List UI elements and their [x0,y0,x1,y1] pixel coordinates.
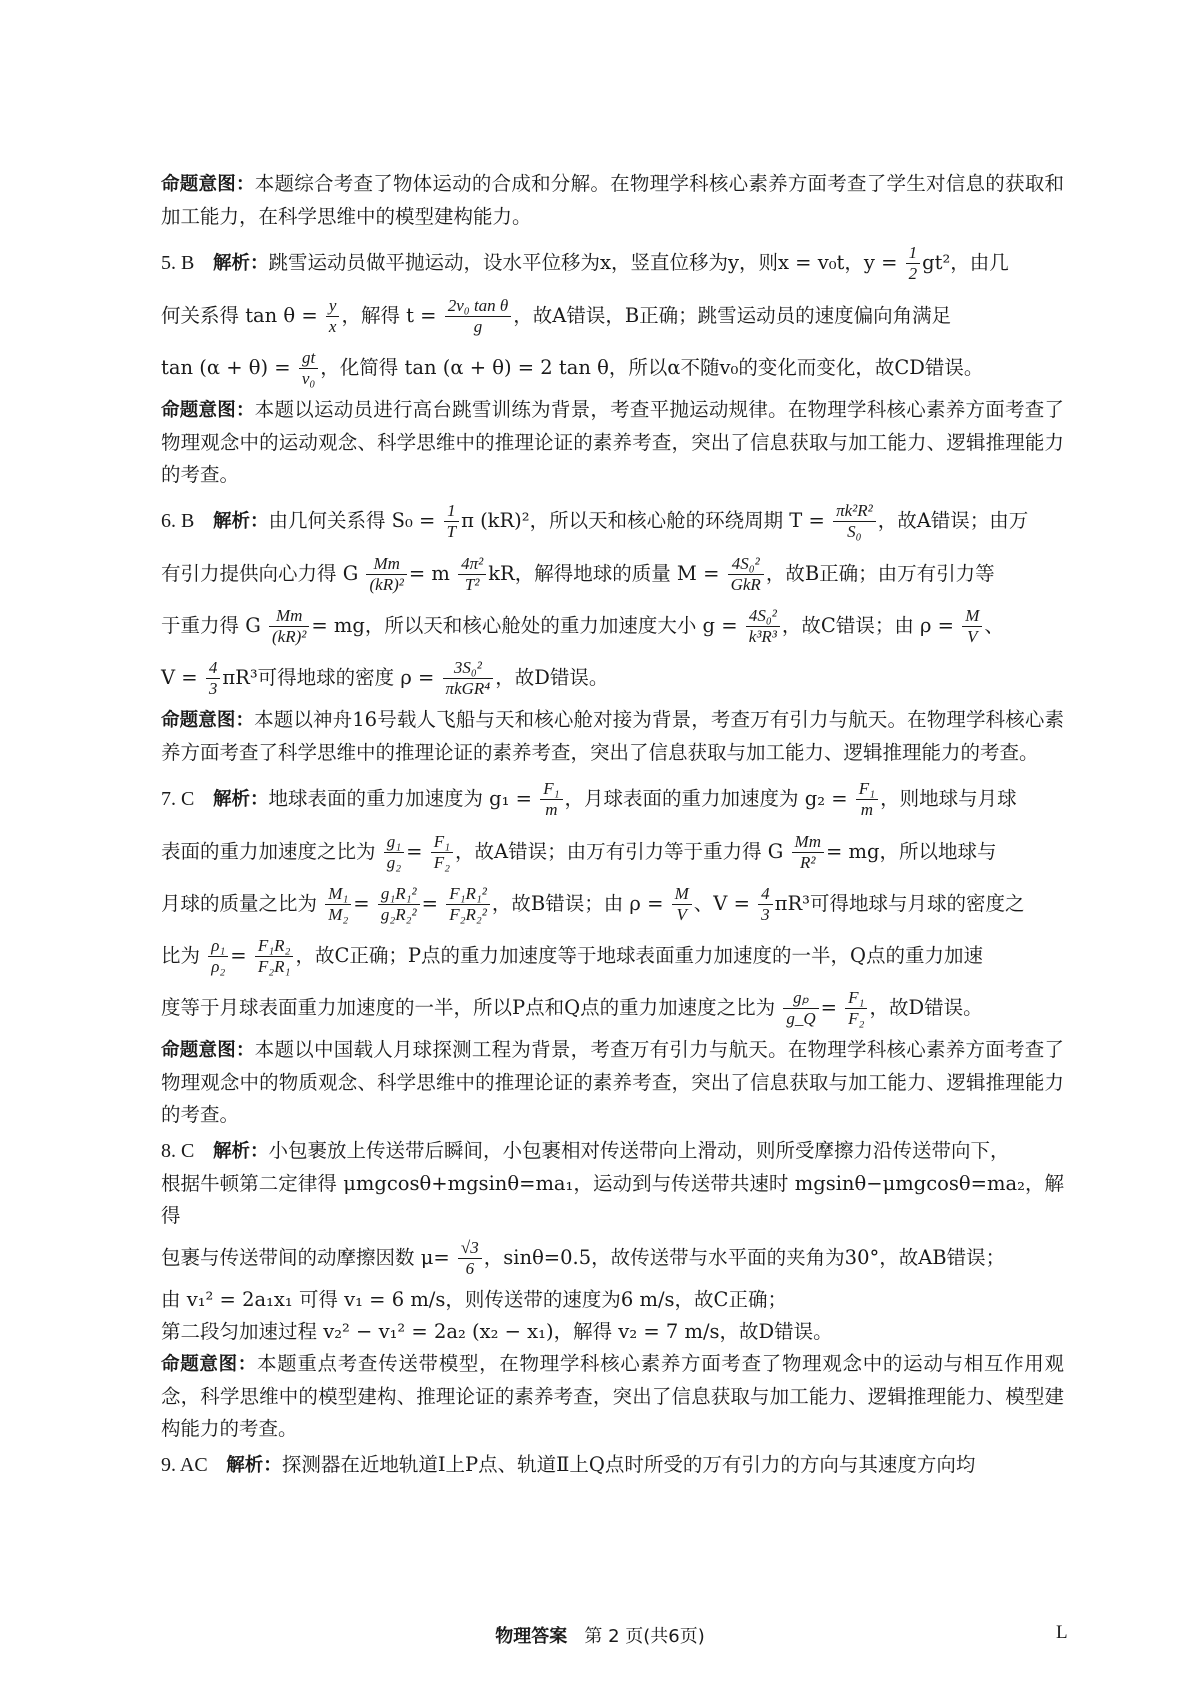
q5-line-2 [161,290,1064,342]
content [161,168,1064,1486]
fraction: $\frac{y}{x}$ [326,296,340,337]
fraction: $\frac{1}{2}$ [906,243,921,284]
q7-text: 月球的质量之比为 [161,892,318,915]
q7-text: = [820,996,837,1019]
fraction: $\frac{\text{F₁R₂}}{\text{F₂R₁}}$ [255,936,294,977]
q8-answer: 8. C [161,1140,195,1162]
fraction: $\frac{gt}{\text{v₀}}$ [299,348,318,389]
q7-line-3 [161,878,1064,930]
q5-text: gt²，由几 [922,251,1009,274]
q6-text: = m [408,562,450,585]
fraction: $\frac{\text{F₁}}{m}$ [540,779,562,820]
q6-text: 有引力提供向心力得 G [161,562,359,585]
q6-line-3 [161,600,1064,652]
q8-line-3 [161,1232,1064,1284]
q7-analysis-label: 解析： [212,789,269,810]
q9-text: 探测器在近地轨道Ⅰ上P点、轨道Ⅱ上Q点时所受的万有引力的方向与其速度方向均 [281,1453,976,1476]
footer-letter: L [1056,1622,1068,1643]
q7-text: 、V = [693,892,750,915]
intent-text: 本题重点考查传送带模型，在物理学科核心素养方面考查了物理观念中的运动与相互作用观念，科学思维中的模型建构、推理论证的素养考查，突出了信息获取与加工能力、逻辑推理能力、模型建构能力的考查。 [161,1352,1064,1440]
fraction: $\frac{\text{F₁}}{m}$ [856,779,878,820]
q6-line-4 [161,652,1064,704]
fraction: $\frac{\text{F₁}}{\text{F₂}}$ [431,832,453,873]
fraction: $\frac{\text{ρ₁}}{\text{ρ₂}}$ [208,936,228,977]
q5-text: tan (α + θ) = [161,356,291,379]
q6-text: ，故A错误；由万 [877,509,1029,532]
q7-text: = mg，所以地球与 [826,840,997,863]
q6-text: 于重力得 G [161,614,261,637]
question-7 [161,773,1064,1131]
q8-text: 小包裹放上传送带后瞬间，小包裹相对传送带向上滑动，则所受摩擦力沿传送带向下， [268,1139,1010,1162]
question-8 [161,1135,1064,1445]
q6-text: ，故B正确；由万有引力等 [765,562,995,585]
q8-line-4: 由 v₁² = 2a₁x₁ 可得 v₁ = 6 m/s，则传送带的速度为6 m/s，故C正确； [161,1288,787,1311]
fraction: $\frac{\text{4S₀²}}{\text{k³R³}}$ [746,606,780,647]
fraction: $\frac{M}{V}$ [962,606,982,647]
fraction: $\frac{\text{g₁R₁²}}{\text{g₂R₂²}}$ [378,884,420,925]
q7-text: = [353,892,370,915]
fraction: $\frac{M}{V}$ [672,884,692,925]
intent-label: 命题意图： [161,1354,257,1375]
fraction: $\frac{4}{3}$ [758,884,773,925]
q6-text: π (kR)²，所以天和核心舱的环绕周期 T = [461,509,825,532]
q5-answer: 5. B [161,252,195,274]
q5-text: ，解得 t = [341,304,437,327]
intent-text: 本题综合考查了物体运动的合成和分解。在物理学科核心素养方面考查了学生对信息的获取和加工能力，在科学思维中的模型建构能力。 [161,172,1064,228]
q7-text: ，则地球与月球 [880,787,1017,810]
q8-line-2: 根据牛顿第二定律得 μmgcosθ+mgsinθ=ma₁，运动到与传送带共速时 mgsinθ−μmgcosθ=ma₂，解得 [161,1172,1064,1227]
q8-line-5: 第二段匀加速过程 v₂² − v₁² = 2a₂ (x₂ − x₁)，解得 v₂ = 7 m/s，故D错误。 [161,1320,833,1343]
q7-line-2 [161,826,1064,878]
fraction: $\frac{Mm}{\text{R²}}$ [792,832,824,873]
q5-line-3 [161,342,1064,394]
intent-label: 命题意图： [161,1040,255,1061]
fraction: $\frac{1}{T}$ [444,501,459,542]
q5-analysis-label: 解析： [212,253,269,274]
intent-paragraph-5 [161,394,1064,491]
q7-text: πR³可得地球与月球的密度之 [774,892,1025,915]
intent-label: 命题意图： [161,400,255,421]
question-6 [161,495,1064,769]
q7-text: 比为 [161,944,201,967]
q8-analysis-label: 解析： [212,1141,269,1162]
footer-title: 物理答案 [495,1626,568,1647]
q7-line-5 [161,982,1064,1034]
q5-line-1 [161,237,1064,290]
q8-text: ，sinθ=0.5，故传送带与水平面的夹角为30°，故AB错误； [483,1246,1006,1269]
q7-text: 地球表面的重力加速度为 g₁ = [268,787,533,810]
q6-answer: 6. B [161,510,195,532]
intent-label: 命题意图： [161,174,255,195]
q5-text: 何关系得 tan θ = [161,304,318,327]
question-5 [161,237,1064,491]
q5-text: 跳雪运动员做平抛运动，设水平位移为x，竖直位移为y，则x = v₀t，y = [268,251,898,274]
q7-answer: 7. C [161,788,195,810]
q6-text: 由几何关系得 S₀ = [268,509,436,532]
q6-text: ，故C错误；由 ρ = [781,614,955,637]
footer-page-number: 第 2 页(共6页) [584,1626,705,1647]
q6-text: kR，解得地球的质量 M = [488,562,720,585]
q8-line-1 [161,1135,1064,1168]
fraction: $\frac{\text{4S₀²}}{\text{GkR}}$ [728,554,764,595]
intent-paragraph-0 [161,168,1064,233]
q6-text: = mg，所以天和核心舱处的重力加速度大小 g = [311,614,738,637]
intent-text: 本题以中国载人月球探测工程为背景，考查万有引力与航天。在物理学科核心素养方面考查了物理观念中的物质观念、科学思维中的推理论证的素养考查，突出了信息获取与加工能力、逻辑推理能力的考查。 [161,1038,1064,1126]
q5-text: ，化简得 tan (α + θ) = 2 tan θ，所以α不随v₀的变化而变化，故CD错误。 [320,356,984,379]
q9-analysis-label: 解析： [226,1455,282,1476]
fraction: $\frac{\text{M₁}}{\text{M₂}}$ [325,884,351,925]
q7-line-1 [161,773,1064,826]
q6-analysis-label: 解析： [212,511,269,532]
fraction: $\frac{4}{3}$ [206,658,221,699]
page-footer [0,1622,1200,1648]
intent-paragraph-8 [161,1348,1064,1445]
fraction: $\frac{\text{4π²}}{\text{T²}}$ [458,554,486,595]
fraction: $\frac{Mm}{\text{(kR)²}}$ [366,554,406,595]
q7-text: ，故A错误；由万有引力等于重力得 G [454,840,784,863]
q9-line-1 [161,1449,1064,1482]
fraction: $\frac{√3}{6}$ [458,1238,482,1279]
fraction: $\frac{\text{g₁}}{\text{g₂}}$ [384,832,404,873]
fraction: $\frac{\text{2v₀ tan θ}}{g}$ [445,296,512,337]
q7-text: = [406,840,423,863]
fraction: $\frac{\text{gₚ}}{g\_Q}$ [783,988,818,1029]
q7-text: ，故C正确；P点的重力加速度等于地球表面重力加速度的一半，Q点的重力加速 [295,944,983,967]
q6-text: V = [161,666,198,689]
fraction: $\frac{\text{F₁}}{\text{F₂}}$ [845,988,867,1029]
q7-text: = [421,892,438,915]
fraction: $\frac{Mm}{\text{(kR)²}}$ [269,606,309,647]
q7-text: 表面的重力加速度之比为 [161,840,376,863]
fraction: $\frac{\text{F₁R₁²}}{\text{F₂R₂²}}$ [446,884,490,925]
q6-line-1 [161,495,1064,548]
q7-text: ，月球表面的重力加速度为 g₂ = [564,787,848,810]
fraction: $\frac{\text{πk²R²}}{\text{S₀}}$ [833,501,876,542]
intent-text: 本题以运动员进行高台跳雪训练为背景，考查平抛运动规律。在物理学科核心素养方面考查了物理观念中的运动观念、科学思维中的推理论证的素养考查，突出了信息获取与加工能力、逻辑推理能力的考查。 [161,398,1064,486]
fraction: $\frac{\text{3S₀²}}{\text{πkGR⁴}}$ [443,658,494,699]
intent-text: 本题以神舟16号载人飞船与天和核心舱对接为背景，考查万有引力与航天。在物理学科核心素养方面考查了科学思维中的推理论证的素养考查，突出了信息获取与加工能力、逻辑推理能力的考查。 [161,708,1064,764]
q8-text: 包裹与传送带间的动摩擦因数 μ= [161,1246,450,1269]
q7-text: ，故B错误；由 ρ = [491,892,664,915]
q6-text: πR³可得地球的密度 ρ = [222,666,435,689]
q6-text: 、 [984,614,1004,637]
q7-line-4 [161,930,1064,982]
intent-label: 命题意图： [161,710,255,731]
q7-text: ，故D错误。 [869,996,983,1019]
question-9 [161,1449,1064,1482]
q5-text: ，故A错误，B正确；跳雪运动员的速度偏向角满足 [513,304,952,327]
q6-line-2 [161,548,1064,600]
q9-answer: 9. AC [161,1454,208,1476]
q7-text: 度等于月球表面重力加速度的一半，所以P点和Q点的重力加速度之比为 [161,996,776,1019]
q7-text: = [230,944,247,967]
intent-paragraph-6 [161,704,1064,769]
intent-paragraph-7 [161,1034,1064,1131]
q6-text: ，故D错误。 [495,666,609,689]
